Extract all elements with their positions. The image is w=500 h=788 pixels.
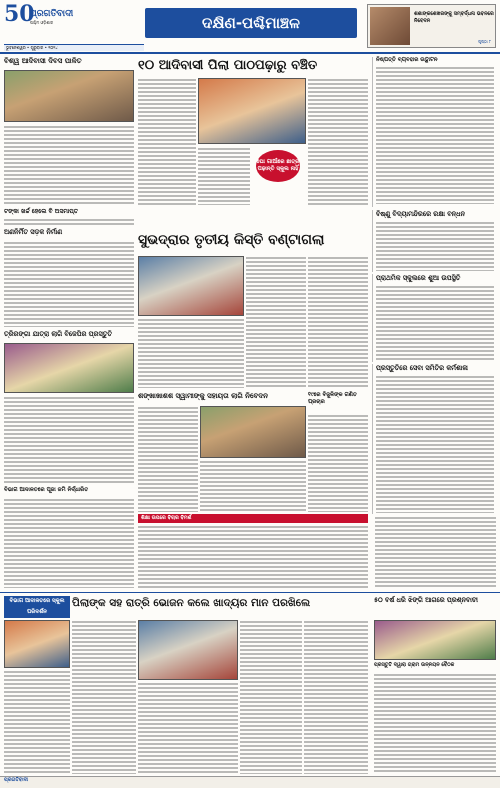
logo-number: 50 xyxy=(4,1,35,27)
story-6-body-col0 xyxy=(138,318,244,388)
story-17-body xyxy=(4,670,70,774)
bottom-strip xyxy=(0,776,500,788)
masthead-logo xyxy=(4,1,96,42)
story-12[interactable] xyxy=(372,364,496,514)
story-15-headline[interactable]: ପିଲାଙ୍କ ସହ ରାତ୍ରି ଭୋଜନ କଲେ ଖାଦ୍ୟର ମାନ ପରଖିଲେ xyxy=(72,597,311,609)
story-6-body-col1 xyxy=(246,256,306,388)
story-17-headline[interactable]: ବିଭାଗ ଆଦାଳତରେ ସ୍କୁଲ ପରିଦର୍ଶନ xyxy=(4,596,70,618)
story-12-body xyxy=(376,375,494,513)
story-6-photo xyxy=(138,256,244,316)
story-10-headline[interactable]: ୧୯ରେ ବିଜୁଳିଙ୍କ ଗଣିତ ପ୍ରଚାର xyxy=(308,392,357,406)
story-6-headline[interactable]: ସୁଭଦ୍ରାର ତୃତୀୟ କିସ୍ତି ବଣ୍ଟାଗଲା xyxy=(138,232,325,248)
story-9-headline[interactable]: ଶଙ୍ଖାଖାଶଶ ସ୍ୱାମୀଙ୍କୁ ସହାୟତା ଲାଗି ନିବେଦନ xyxy=(138,392,268,400)
story-13-body xyxy=(138,525,368,589)
date-line: ଭୁବନେଶ୍ୱର • ଗୁରୁବାର • ୨୦୨୪ xyxy=(6,45,58,50)
page-number: ପୃଷ୍ଠା ୮ xyxy=(478,38,491,44)
story-8-headline[interactable]: ତ୍ରିରଙ୍ଗା ଯାତ୍ରା ଲାଗି ବିଜେପିର ପ୍ରସ୍ତୁତି xyxy=(4,330,112,338)
story-15-body-col4 xyxy=(304,620,368,774)
story-3-headline: ନିଷ୍ପତ୍ତି ବ୍ୟବହାର ଉଦ୍ଘାଟନ xyxy=(376,57,438,63)
story-15-body-col2 xyxy=(138,682,238,774)
bottom-strip-text: ପ୍ରଗତିବାଦୀ xyxy=(4,777,29,783)
band-rule xyxy=(0,592,500,593)
story-1-headline[interactable]: ବିଶ୍ୱ ଆଦିବାସୀ ଦିବସ ପାଳିତ xyxy=(4,57,82,65)
story-8-photo xyxy=(4,343,134,393)
story-5-headline[interactable]: ଅଣନିର୍ମିତ ସଡ଼କ ନିର୍ମାଣ xyxy=(4,228,63,236)
story-15-photo xyxy=(138,620,238,680)
story-2-body-col1 xyxy=(138,78,196,206)
paper-name: ପ୍ରଗତିବାଦୀ xyxy=(30,9,74,19)
story-15-body-col3 xyxy=(240,620,302,774)
story-12-body-continued xyxy=(375,516,496,588)
story-11-headline: ପ୍ରାଥମିକ ସ୍କୁଲରେ ଶୁଆ ଉପସ୍ଥିତି xyxy=(376,274,461,282)
section-title: ଦକ୍ଷିଣ-ପଶ୍ଚିମାଞ୍ଚଳ xyxy=(145,8,357,38)
story-8-body xyxy=(4,396,134,484)
story-12-headline: ପ୍ରସ୍ତୁତିରେ ସେବା ସମିତିର କର୍ମଶାଳା xyxy=(376,364,468,372)
masthead-rule xyxy=(0,52,500,54)
story-7-body xyxy=(376,221,494,271)
story-17-photo xyxy=(4,620,70,668)
story-2-callout: ଘୋ ଗାଆଁରେ ଛାତ୍ର ପଢ଼ାନ୍ତି ସ୍କୁଲ ନାହିଁ xyxy=(256,150,300,182)
promo-headline: ଶଶାଙ୍କଶେଖରଙ୍କୁ ସମ୍ବର୍ଦ୍ଧନା ଭବନରେ ନିବେଦନ xyxy=(414,11,494,24)
story-11[interactable] xyxy=(372,274,496,362)
story-2-body-col2 xyxy=(198,147,250,205)
story-16-headline[interactable]: ୫୦ ବର୍ଷ ଧରି ଝିଙ୍ଗି ଆଗରେ ପ୍ରଶ୍ନବାଚୀ xyxy=(374,596,478,604)
story-3[interactable] xyxy=(372,57,496,207)
story-18-headline[interactable]: ପ୍ରସ୍ତୁତି ଦ୍ୱାରା ଗ୍ରାମ ଉନ୍ନୟନ ବୈଠକ xyxy=(374,662,455,668)
story-7[interactable] xyxy=(372,210,496,272)
story-18-body xyxy=(374,673,496,774)
story-13-headline[interactable]: ଶିକ୍ଷା ଉପରେ ବିଚାର ବିମର୍ଶ xyxy=(138,514,368,523)
story-16-photo xyxy=(374,620,496,660)
story-14-headline[interactable]: ବିଭାଗ ଆଦାଳତରେ ପୂଜା ଜମି ନିର୍ଦ୍ଧାରିତ xyxy=(4,487,89,493)
story-14-body xyxy=(4,498,134,588)
story-2-photo xyxy=(198,78,306,144)
story-1-body xyxy=(4,125,134,205)
story-5-body xyxy=(4,241,134,327)
story-4-headline[interactable]: ଟଙ୍କା ଖର୍ଚ୍ଚ ହେଲେ ବି ଅସମାପ୍ତ xyxy=(4,208,78,215)
story-9-body-col2 xyxy=(200,460,306,512)
date-strip xyxy=(4,44,144,51)
story-15-body-col1 xyxy=(72,620,136,774)
story-3-body xyxy=(376,66,494,204)
promo-photo xyxy=(370,7,410,45)
story-1-photo xyxy=(4,70,134,122)
story-9-body-col1 xyxy=(138,406,198,512)
story-9-photo xyxy=(200,406,306,458)
top-right-promo[interactable] xyxy=(367,4,496,48)
story-2-body-col3 xyxy=(308,78,368,206)
story-10-body xyxy=(308,414,368,512)
story-7-headline: ବିଷ୍ଣୁ ବିଦ୍ୟାମନ୍ଦିରରେ ରକ୍ଷା ବନ୍ଧନ xyxy=(376,210,466,218)
story-6-body-col2 xyxy=(308,256,368,388)
story-11-body xyxy=(376,285,494,361)
logo-tagline: ପଶ୍ଚିମ ଓଡ଼ିଶାର xyxy=(30,20,54,25)
story-2-headline[interactable]: ୧୦ ଆଦିବାସୀ ପିଲା ପାଠପଢ଼ାରୁ ବଞ୍ଚିତ xyxy=(138,58,318,73)
story-4-body xyxy=(4,218,134,226)
